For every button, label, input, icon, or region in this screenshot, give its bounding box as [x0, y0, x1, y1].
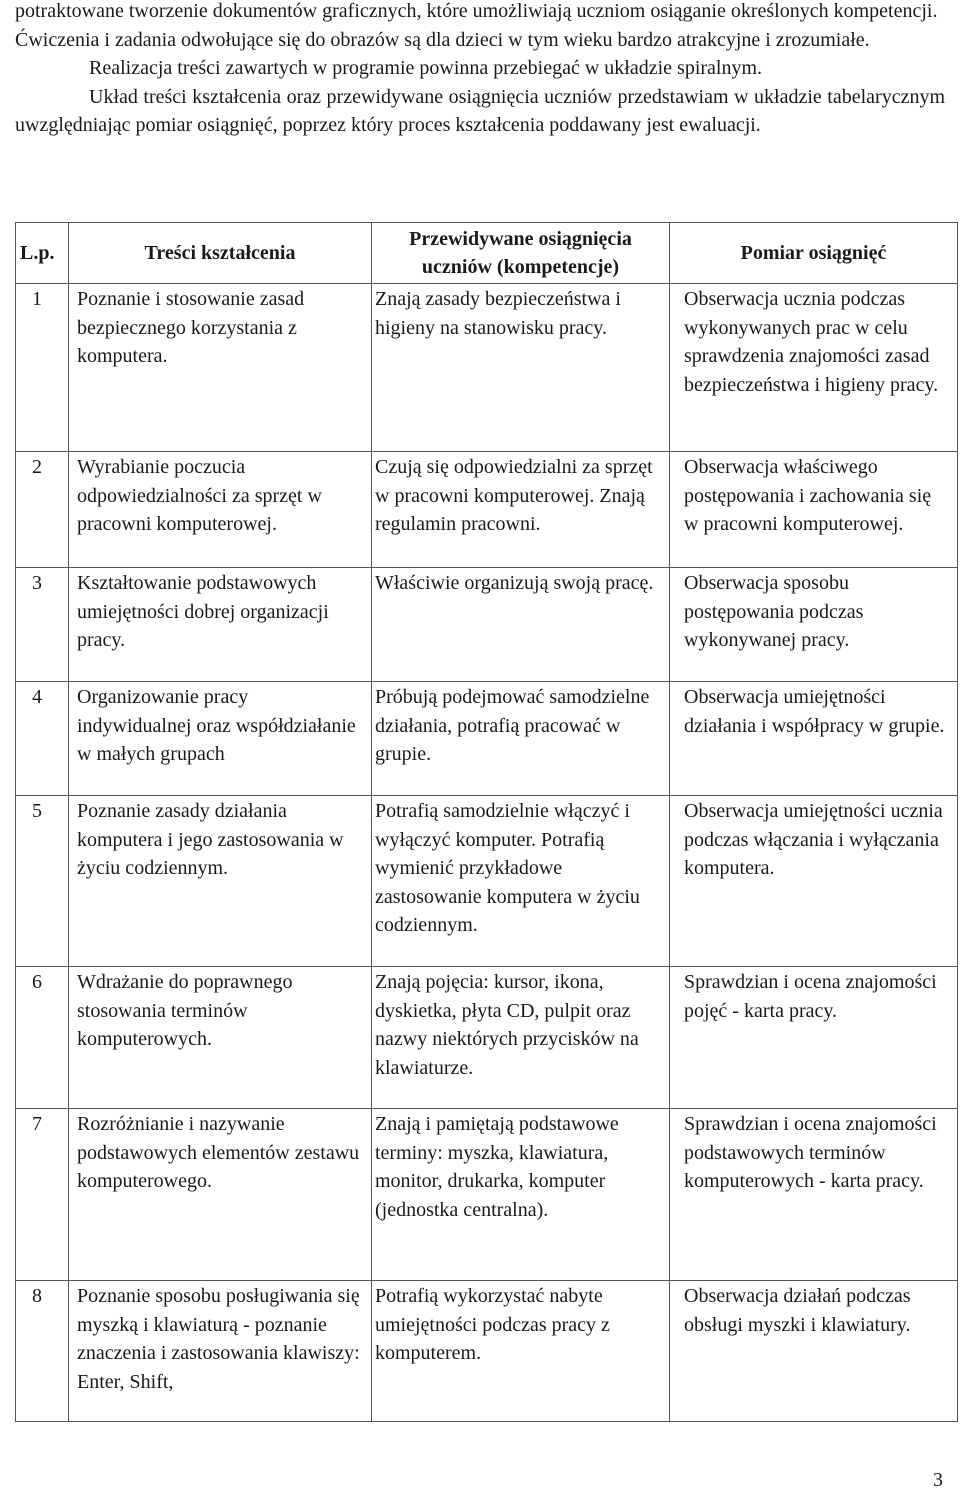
row-assessment: Obserwacja ucznia podczas wykonywanych prac w celu sprawdzenia znajomości zasad bezpieczeństwa i higieny pracy. [670, 284, 958, 452]
row-content: Wdrażanie do poprawnego stosowania terminów komputerowych. [69, 967, 372, 1109]
row-content: Organizowanie pracy indywidualnej oraz współdziałanie w małych grupach [69, 682, 372, 796]
row-number: 1 [16, 284, 69, 452]
row-number: 6 [16, 967, 69, 1109]
page-number: 3 [933, 1469, 943, 1491]
row-outcomes: Znają i pamiętają podstawowe terminy: myszka, klawiatura, monitor, drukarka, komputer (jednostka centralna). [372, 1109, 670, 1281]
row-assessment: Obserwacja umiejętności ucznia podczas włączania i wyłączania komputera. [670, 796, 958, 967]
row-number: 4 [16, 682, 69, 796]
table-row [16, 1109, 958, 1281]
row-outcomes: Właściwie organizują swoją pracę. [372, 568, 670, 682]
row-outcomes: Potrafią wykorzystać nabyte umiejętności podczas pracy z komputerem. [372, 1281, 670, 1422]
row-outcomes: Czują się odpowiedzialni za sprzęt w pracowni komputerowej. Znają regulamin pracowni. [372, 452, 670, 568]
row-content: Rozróżnianie i nazywanie podstawowych elementów zestawu komputerowego. [69, 1109, 372, 1281]
header-osiagniecia: Przewidywane osiągnięcia uczniów (kompetencje) [372, 223, 670, 284]
row-content: Poznanie sposobu posługiwania się myszką i klawiaturą - poznanie znaczenia i zastosowania klawiszy: Enter, Shift, [69, 1281, 372, 1422]
curriculum-table [15, 222, 958, 1422]
table-row [16, 284, 958, 452]
row-outcomes: Próbują podejmować samodzielne działania, potrafią pracować w grupie. [372, 682, 670, 796]
row-assessment: Sprawdzian i ocena znajomości pojęć - karta pracy. [670, 967, 958, 1109]
row-number: 8 [16, 1281, 69, 1422]
row-number: 2 [16, 452, 69, 568]
table-row [16, 796, 958, 967]
intro-text [15, 0, 945, 140]
row-number: 7 [16, 1109, 69, 1281]
intro-paragraph-2: Realizacja treści zawartych w programie powinna przebiegać w układzie spiralnym. [89, 57, 763, 79]
table-row [16, 967, 958, 1109]
table-row [16, 1281, 958, 1422]
row-number: 5 [16, 796, 69, 967]
row-assessment: Sprawdzian i ocena znajomości podstawowych terminów komputerowych - karta pracy. [670, 1109, 958, 1281]
intro-paragraph-1: potraktowane tworzenie dokumentów graficznych, które umożliwiają uczniom osiąganie określonych kompetencji. Ćwiczenia i zadania odwołujące się do obrazów są dla dzieci w tym wieku bardzo atrakcyjne i zrozumiałe. [15, 0, 938, 51]
row-assessment: Obserwacja działań podczas obsługi myszki i klawiatury. [670, 1281, 958, 1422]
row-number: 3 [16, 568, 69, 682]
header-pomiar: Pomiar osiągnięć [670, 223, 958, 284]
header-tresci: Treści kształcenia [69, 223, 372, 284]
row-assessment: Obserwacja sposobu postępowania podczas wykonywanej pracy. [670, 568, 958, 682]
row-outcomes: Znają pojęcia: kursor, ikona, dyskietka, płyta CD, pulpit oraz nazwy niektórych przycisków na klawiaturze. [372, 967, 670, 1109]
row-content: Poznanie i stosowanie zasad bezpiecznego korzystania z komputera. [69, 284, 372, 452]
table-header-row [16, 223, 958, 284]
table-row [16, 452, 958, 568]
row-outcomes: Potrafią samodzielnie włączyć i wyłączyć komputer. Potrafią wymienić przykładowe zastosowanie komputera w życiu codziennym. [372, 796, 670, 967]
header-lp: L.p. [16, 223, 69, 284]
row-content: Poznanie zasady działania komputera i jego zastosowania w życiu codziennym. [69, 796, 372, 967]
table-row [16, 682, 958, 796]
row-outcomes: Znają zasady bezpieczeństwa i higieny na stanowisku pracy. [372, 284, 670, 452]
row-assessment: Obserwacja właściwego postępowania i zachowania się w pracowni komputerowej. [670, 452, 958, 568]
row-content: Wyrabianie poczucia odpowiedzialności za sprzęt w pracowni komputerowej. [69, 452, 372, 568]
row-content: Kształtowanie podstawowych umiejętności dobrej organizacji pracy. [69, 568, 372, 682]
intro-paragraph-3: Układ treści kształcenia oraz przewidywane osiągnięcia uczniów przedstawiam w układzie tabelarycznym uwzględniając pomiar osiągnięć, poprzez który proces kształcenia poddawany jest ewaluacji. [15, 85, 945, 136]
table-row [16, 568, 958, 682]
row-assessment: Obserwacja umiejętności działania i współpracy w grupie. [670, 682, 958, 796]
